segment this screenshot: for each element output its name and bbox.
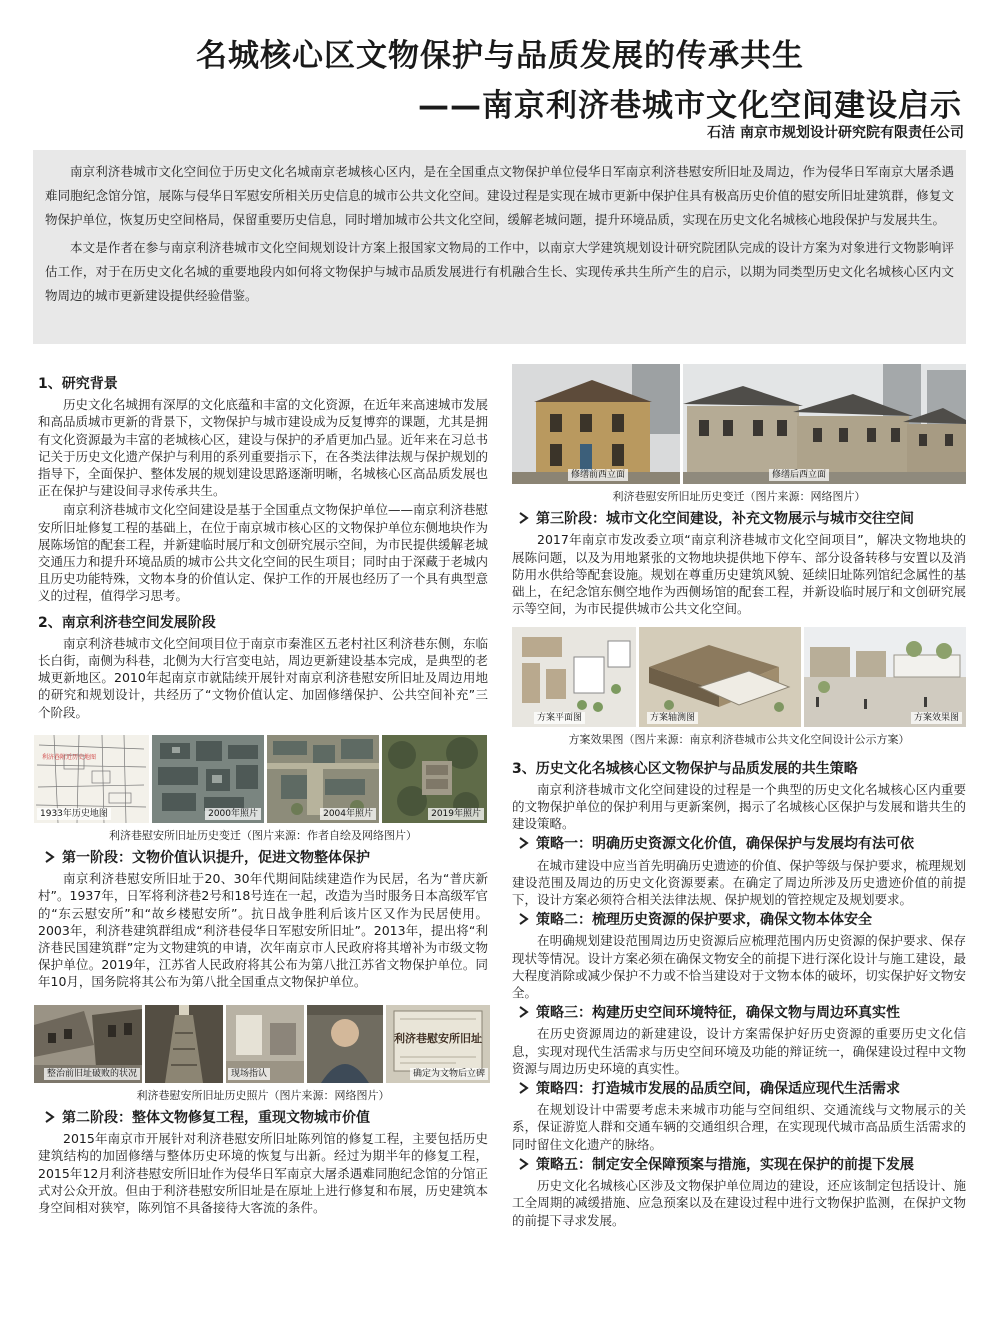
witness-photo — [307, 1005, 383, 1083]
facade-after-photo — [683, 364, 966, 484]
strategy-item — [512, 1081, 966, 1153]
historic-photo-row — [34, 1005, 490, 1083]
chevron-right-icon — [518, 1006, 530, 1018]
history-map-image — [34, 735, 149, 823]
subsection-heading — [518, 511, 966, 528]
body-paragraph: 历史文化名城拥有深厚的文化底蕴和丰富的文化资源，在近年来高速城市发展和高品质城市更新的背景下，文物保护与城市建设成为反复博弈的课题，尤其是拥有文化资源最为丰富的老城核心区，建设与保护的矛盾更加凸显。近年来在习总书记关于历史文化遗产保护与利用的系列重要指示下，在各类法律法规与保护规划的指导下，全面保护、整体发展的规划建设思路逐渐明晰，名城核心区高品质发展也正在保护与建设间寻求传承共生。 — [38, 397, 489, 499]
interior-room-photo — [226, 1005, 304, 1083]
body-paragraph: 在规划设计中需要考虑未来城市功能与空间组织、交通流线与文物展示的关系，保证游览人群和交通车辆的交通组织合理，在实现现代城市高品质生活需求的同时留住文化遗产的脉络。 — [512, 1102, 966, 1152]
svg-text:利济巷附近历史地图: 利济巷附近历史地图 — [42, 753, 97, 761]
page-subtitle: ——南京利济巷城市文化空间建设启示 — [418, 88, 962, 124]
aerial-photo-2019 — [382, 735, 487, 823]
body-paragraph: 南京利济巷慰安所旧址于20、30年代期间陆续建造作为民居，名为“普庆新村”。1937年，日军将利济巷2号和18号连在一起，改造为当时服务日本高级军官的“东云慰安所”和“故乡楼慰安所”。抗日战争胜利后该片区又作为民居使用。2003年，利济巷建筑群组成“利济巷侵华日军慰安所旧址”。2013年，提出将“利济巷民国建筑群”定为文物建筑的申请，次年南京市人民政府将其增补为市级文物保护单位。2019年，江苏省人民政府将其公布为第八批江苏省文物保护单位。同年10月，国务院将其公布为第八批全国重点文物保护单位。 — [38, 871, 488, 990]
page-title: 名城核心区文物保护与品质发展的传承共生 — [196, 38, 804, 74]
abstract-paragraph: 本文是作者在参与南京利济巷城市文化空间规划设计方案上报国家文物局的工作中，以南京大学建筑规划设计研究院团队完成的设计方案为对象进行文物影响评估工作，对于在历史文化名城的重要地段内如何将文物保护与城市品质发展进行有机融合生长、实现传承共生所产生的启示，以期为同类型历史文化名城核心区内文物周边的城市更新建设提供经验借鉴。 — [45, 240, 954, 303]
body-paragraph: 南京利济巷城市文化空间建设是基于全国重点文物保护单位——南京利济巷慰安所旧址修复工程的基础上，在位于南京城市核心区的文物保护单位东侧地块作为展陈场馆的配套工程，并新建临时展厅和文创研究展示空间，为市民提供缓解老城交通压力和提升环境品质的城市公共文化空间的民生项目；同时由于深藏于老城内且历史功能特殊，文物本身的价值认定、保护工作的开展也经历了一个具有典型意义的过程，值得学习思考。 — [38, 502, 489, 604]
strategy-item — [512, 1157, 966, 1229]
figure-caption: 利济巷慰安所旧址历史照片（图片来源：网络图片） — [136, 1088, 390, 1102]
photo-label: 方案效果图 — [911, 712, 962, 724]
chevron-right-icon — [518, 1158, 530, 1170]
abstract-paragraph: 南京利济巷城市文化空间位于历史文化名城南京老城核心区内，是在全国重点文物保护单位侵华日军南京利济巷慰安所旧址及周边，作为侵华日军南京大屠杀遇难同胞纪念馆分馆，展陈与侵华日军慰安所相关历史信息的城市公共文化空间。建设过程是实现在城市更新中保护住具有极高历史价值的慰安所旧址建筑群，修复文物保护单位，恢复历史空间格局，保留重要历史信息，同时增加城市公共文化空间，缓解老城问题，提升环境品质，实现在历史文化名城核心地段保护与发展共生。 — [45, 164, 954, 227]
plaque-text: 利济巷慰安所旧址 — [394, 1031, 482, 1045]
body-paragraph: 2017年南京市发改委立项“南京利济巷城市文化空间项目”，解决文物地块的展陈问题，以及为用地紧张的文物地块提供地下停车、部分设备转移与安置以及消防用水供给等配套设施。规划在尊重历史建筑风貌、延续旧址陈列馆纪念属性的基础上，在纪念馆东侧空地作为西侧场馆的配套工程，并新设临时展厅和文创研究展示等空间，为市民提供城市公共文化空间。 — [512, 532, 966, 617]
subsection-title: 第一阶段：文物价值认识提升，促进文物整体保护 — [62, 850, 370, 867]
photo-label: 1933年历史地图 — [37, 808, 111, 820]
rendering-image — [804, 627, 966, 727]
ruined-building-photo — [34, 1005, 142, 1083]
subsection-heading — [518, 836, 966, 853]
strategy-list — [512, 836, 966, 1228]
photo-label: 2000年照片 — [205, 808, 261, 820]
chevron-right-icon — [518, 1082, 530, 1094]
strategy-title: 策略五：制定安全保障预案与措施，实现在保护的前提下发展 — [536, 1156, 914, 1173]
figure-caption: 利济巷慰安所旧址历史变迁（图片来源：作者自绘及网络图片） — [109, 828, 417, 842]
photo-label: 方案平面图 — [534, 712, 585, 724]
photo-label: 修缮前西立面 — [568, 469, 628, 481]
strategy-item — [512, 836, 966, 908]
facade-before-photo — [512, 364, 680, 484]
figure-caption: 利济巷慰安所旧址历史变迁（图片来源：网络图片） — [612, 490, 866, 503]
aerial-photo-2000 — [152, 735, 264, 823]
interior-stair-photo — [145, 1005, 223, 1083]
subsection-heading — [44, 850, 488, 867]
site-plan-image — [512, 627, 636, 727]
aerial-photo-2004 — [267, 735, 379, 823]
strategy-title: 策略二：梳理历史资源的保护要求，确保文物本体安全 — [536, 912, 872, 929]
chevron-right-icon — [44, 851, 56, 863]
body-paragraph: 历史文化名城核心区涉及文物保护单位周边的建设，还应该制定包括设计、施工全周期的减缓措施、应急预案以及在建设过程中进行文物保护监测，在保护文物的前提下寻求发展。 — [512, 1178, 966, 1228]
subsection-heading — [518, 1081, 966, 1098]
chevron-right-icon — [518, 512, 530, 524]
section-heading: 2、南京利济巷空间发展阶段 — [38, 614, 216, 631]
section-heading: 3、历史文化名城核心区文物保护与品质发展的共生策略 — [512, 760, 858, 777]
photo-label: 整治前旧址破败的状况 — [44, 1068, 140, 1080]
left-column — [38, 370, 488, 1218]
photo-label: 现场指认 — [228, 1068, 270, 1080]
author-line: 石洁 南京市规划设计研究院有限责任公司 — [707, 125, 964, 141]
body-paragraph: 南京利济巷城市文化空间建设的过程是一个典型的历史文化名城核心区内重要的文物保护单位的保护利用与更新案例，揭示了名城核心区保护与发展和谐共生的建设策略。 — [512, 781, 966, 832]
strategy-item — [512, 912, 966, 1001]
strategy-item — [512, 1005, 966, 1077]
subsection-heading — [518, 1157, 966, 1174]
body-paragraph: 南京利济巷城市文化空间项目位于南京市秦淮区五老村社区利济巷东侧，东临长白街，南侧为科巷，北侧为大行宫变电站，周边更新建设基本完成，是典型的老城更新地区。2010年起南京市就陆续开展针对南京利济巷慰安所旧址及周边用地的研究和规划设计，共经历了“文物价值认定、加固修缮保护、公共空间补充”三个阶段。 — [38, 635, 489, 720]
chevron-right-icon — [518, 913, 530, 925]
chevron-right-icon — [44, 1111, 56, 1123]
strategy-title: 策略三：构建历史空间环境特征，确保文物与周边环真实性 — [536, 1005, 900, 1022]
axonometric-image — [639, 627, 801, 727]
body-paragraph: 在明确规划建设范围周边历史资源后应梳理范围内历史资源的保护要求、保存现状等情况。设计方案必须在确保文物安全的前提下进行深化设计与施工建设，最大程度消除或减少保护不力或不恰当建设对于文物本体的破坏，切实保护好文物安全。 — [512, 933, 966, 1001]
scheme-image-row — [512, 627, 966, 727]
subsection-title: 第二阶段：整体文物修复工程，重现文物城市价值 — [62, 1109, 370, 1126]
photo-label: 修缮后西立面 — [769, 469, 829, 481]
chevron-right-icon — [518, 837, 530, 849]
section-heading: 1、研究背景 — [38, 376, 118, 392]
memorial-plaque-photo — [386, 1005, 490, 1083]
photo-label: 确定为文物后立碑 — [410, 1068, 488, 1080]
right-column — [512, 364, 966, 1231]
subsection-title: 第三阶段：城市文化空间建设，补充文物展示与城市交往空间 — [536, 511, 914, 528]
strategy-title: 策略四：打造城市发展的品质空间，确保适应现代生活需求 — [536, 1081, 900, 1098]
figure-caption: 方案效果图（图片来源：南京利济巷城市公共文化空间设计公示方案） — [568, 733, 910, 747]
photo-label: 方案轴测图 — [647, 712, 698, 724]
body-paragraph: 在历史资源周边的新建建设，设计方案需保护好历史资源的重要历史文化信息，实现对现代生活需求与历史空间环境及功能的辩证统一，确保建设过程中文物资源与周边历史环境的真实性。 — [512, 1026, 966, 1076]
abstract-box — [33, 150, 966, 344]
history-photo-row — [34, 735, 490, 823]
body-paragraph: 2015年南京市开展针对利济巷慰安所旧址陈列馆的修复工程，主要包括历史建筑结构的加固修缮与整体历史环境的恢复与出新。经过为期半年的修复工程，2015年12月利济巷慰安所旧址作为侵华日军南京大屠杀遇难同胞纪念馆的分馆正式对公众开放。但由于利济巷慰安所旧址是在原址上进行修复和布展，历史建筑本身空间相对狭窄，陈列馆不具备接待大客流的条件。 — [38, 1131, 489, 1215]
subsection-heading — [44, 1110, 488, 1127]
photo-label: 2004年照片 — [320, 808, 376, 820]
facade-photo-row — [512, 364, 966, 484]
photo-label: 2019年照片 — [428, 808, 484, 820]
subsection-heading — [518, 1005, 966, 1022]
subsection-heading — [518, 912, 966, 929]
body-paragraph: 在城市建设中应当首先明确历史遗迹的价值、保护等级与保护要求，梳理规划建设范围及周边的历史文化资源要素。在确定了周边所涉及历史遗迹价值的前提下，设计方案必须符合相关法律法规、保护规划的管控规定及规划要求。 — [512, 857, 966, 908]
strategy-title: 策略一：明确历史资源文化价值，确保保护与发展均有法可依 — [536, 836, 914, 853]
